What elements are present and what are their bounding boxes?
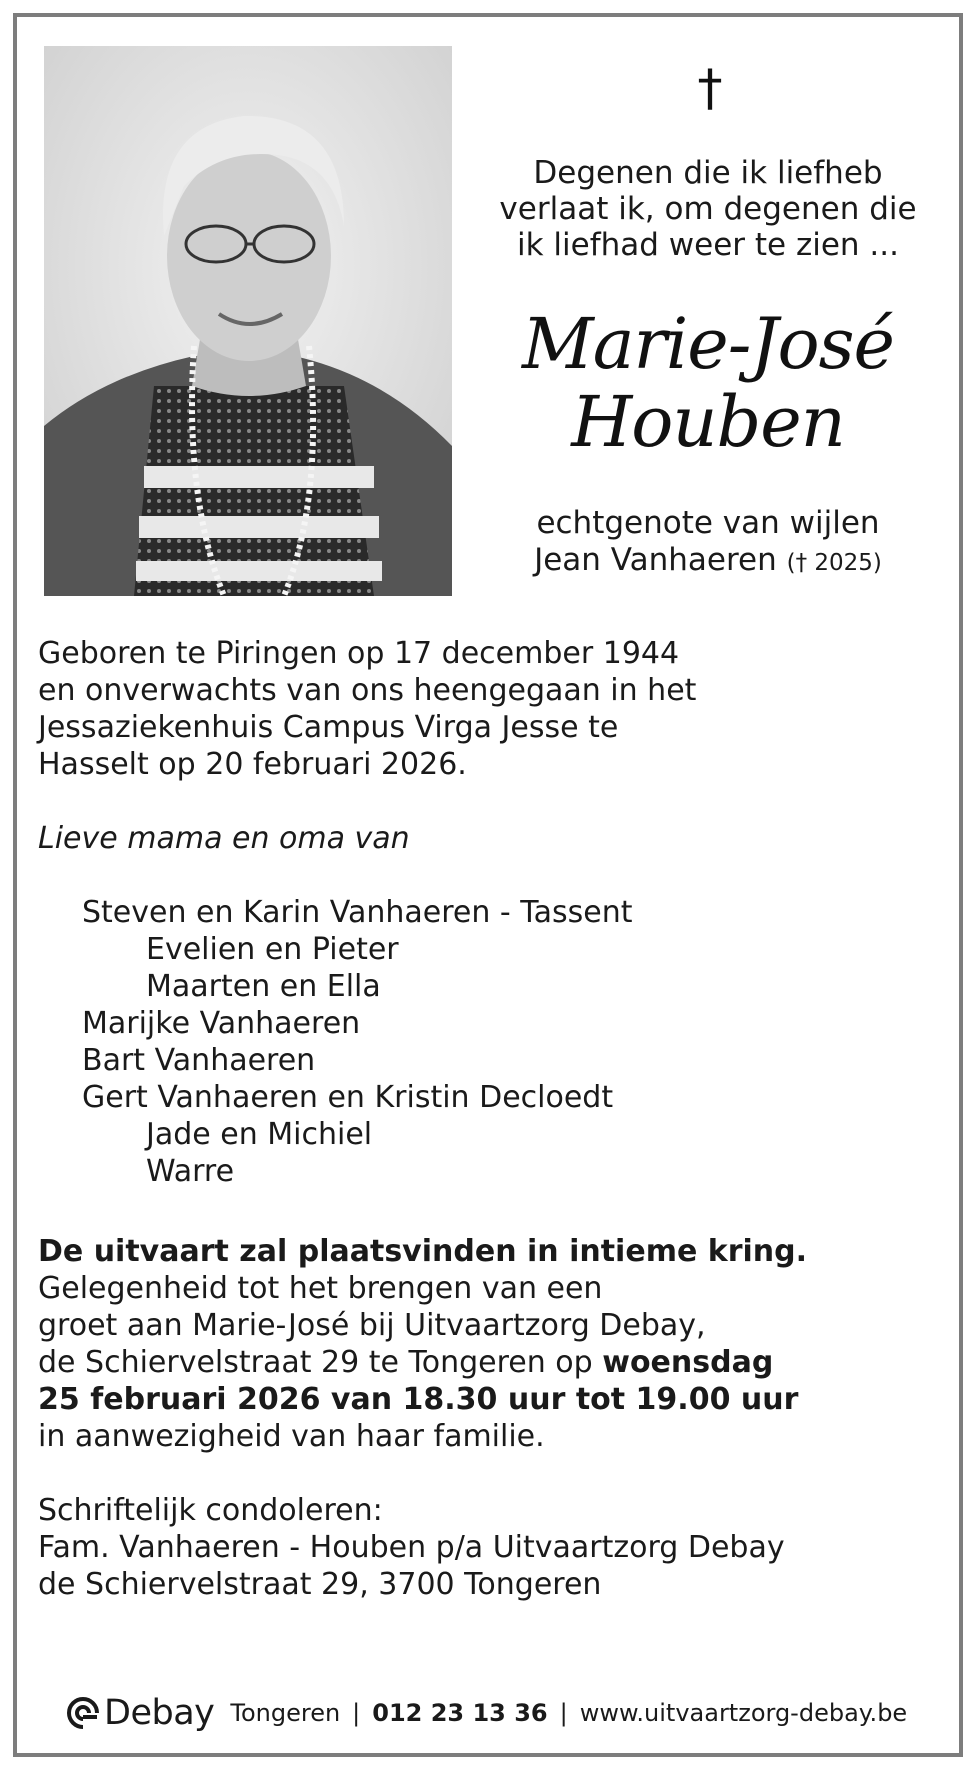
family-member: Maarten en Ella bbox=[146, 969, 381, 1004]
family-member: Bart Vanhaeren bbox=[82, 1043, 316, 1078]
spouse-name: Jean Vanhaeren bbox=[534, 542, 777, 578]
family-intro: Lieve mama en oma van bbox=[38, 821, 410, 856]
footer-phone: 012 23 13 36 bbox=[372, 1699, 548, 1727]
condolence-title: Schriftelijk condoleren: bbox=[38, 1493, 383, 1528]
family-member: Steven en Karin Vanhaeren - Tassent bbox=[82, 895, 633, 930]
visitation-line: de Schiervelstraat 29 te Tongeren op bbox=[38, 1345, 603, 1380]
footer-separator: | bbox=[559, 1699, 568, 1727]
footer-separator: | bbox=[352, 1699, 361, 1727]
portrait-photo bbox=[44, 46, 452, 596]
spouse-line: echtgenote van wijlen bbox=[536, 505, 880, 541]
family-member: Gert Vanhaeren en Kristin Decloedt bbox=[82, 1080, 614, 1115]
family-list bbox=[38, 894, 928, 1190]
cross-symbol: † bbox=[697, 59, 723, 117]
bio-line: Geboren te Piringen op 17 december 1944 bbox=[38, 636, 680, 671]
bio-line: Hasselt op 20 februari 2026. bbox=[38, 747, 467, 782]
family-member: Marijke Vanhaeren bbox=[82, 1006, 361, 1041]
quote-line: ik liefhad weer te zien ... bbox=[516, 227, 899, 263]
deceased-name bbox=[488, 305, 928, 461]
footer bbox=[66, 1690, 926, 1736]
family-member: Evelien en Pieter bbox=[146, 932, 399, 967]
bio-line: en onverwachts van ons heengegaan in het bbox=[38, 673, 697, 708]
footer-city: Tongeren bbox=[230, 1699, 341, 1727]
footer-website[interactable]: www.uitvaartzorg-debay.be bbox=[579, 1699, 908, 1727]
logo-text: Debay bbox=[104, 1693, 215, 1733]
funeral-note: De uitvaart zal plaatsvinden in intieme kring. bbox=[38, 1234, 807, 1269]
spouse-info bbox=[488, 505, 928, 582]
debay-logo-icon bbox=[66, 1696, 100, 1730]
quote-line: Degenen die ik liefheb bbox=[533, 155, 883, 191]
memorial-quote bbox=[488, 155, 928, 263]
condolence-info bbox=[38, 1492, 928, 1603]
condolence-address: de Schiervelstraat 29, 3700 Tongeren bbox=[38, 1567, 602, 1602]
visitation-day: woensdag bbox=[602, 1345, 774, 1380]
biography bbox=[38, 635, 928, 783]
visitation-line: in aanwezigheid van haar familie. bbox=[38, 1419, 545, 1454]
bio-line: Jessaziekenhuis Campus Virga Jesse te bbox=[38, 710, 619, 745]
quote-line: verlaat ik, om degenen die bbox=[499, 191, 917, 227]
family-member: Warre bbox=[146, 1154, 235, 1189]
family-member: Jade en Michiel bbox=[146, 1117, 373, 1152]
deceased-first-name: Marie-José bbox=[522, 303, 894, 385]
visitation-line: Gelegenheid tot het brengen van een bbox=[38, 1271, 603, 1306]
obituary-body bbox=[38, 635, 928, 1603]
visitation-info bbox=[38, 1270, 928, 1455]
condolence-address: Fam. Vanhaeren - Houben p/a Uitvaartzorg Debay bbox=[38, 1530, 785, 1565]
spouse-death-note: († 2025) bbox=[786, 550, 882, 576]
debay-logo bbox=[66, 1693, 214, 1733]
deceased-last-name: Houben bbox=[571, 381, 845, 463]
visitation-line: groet aan Marie-José bij Uitvaartzorg Debay, bbox=[38, 1308, 706, 1343]
visitation-datetime: 25 februari 2026 van 18.30 uur tot 19.00 uur bbox=[38, 1382, 799, 1417]
